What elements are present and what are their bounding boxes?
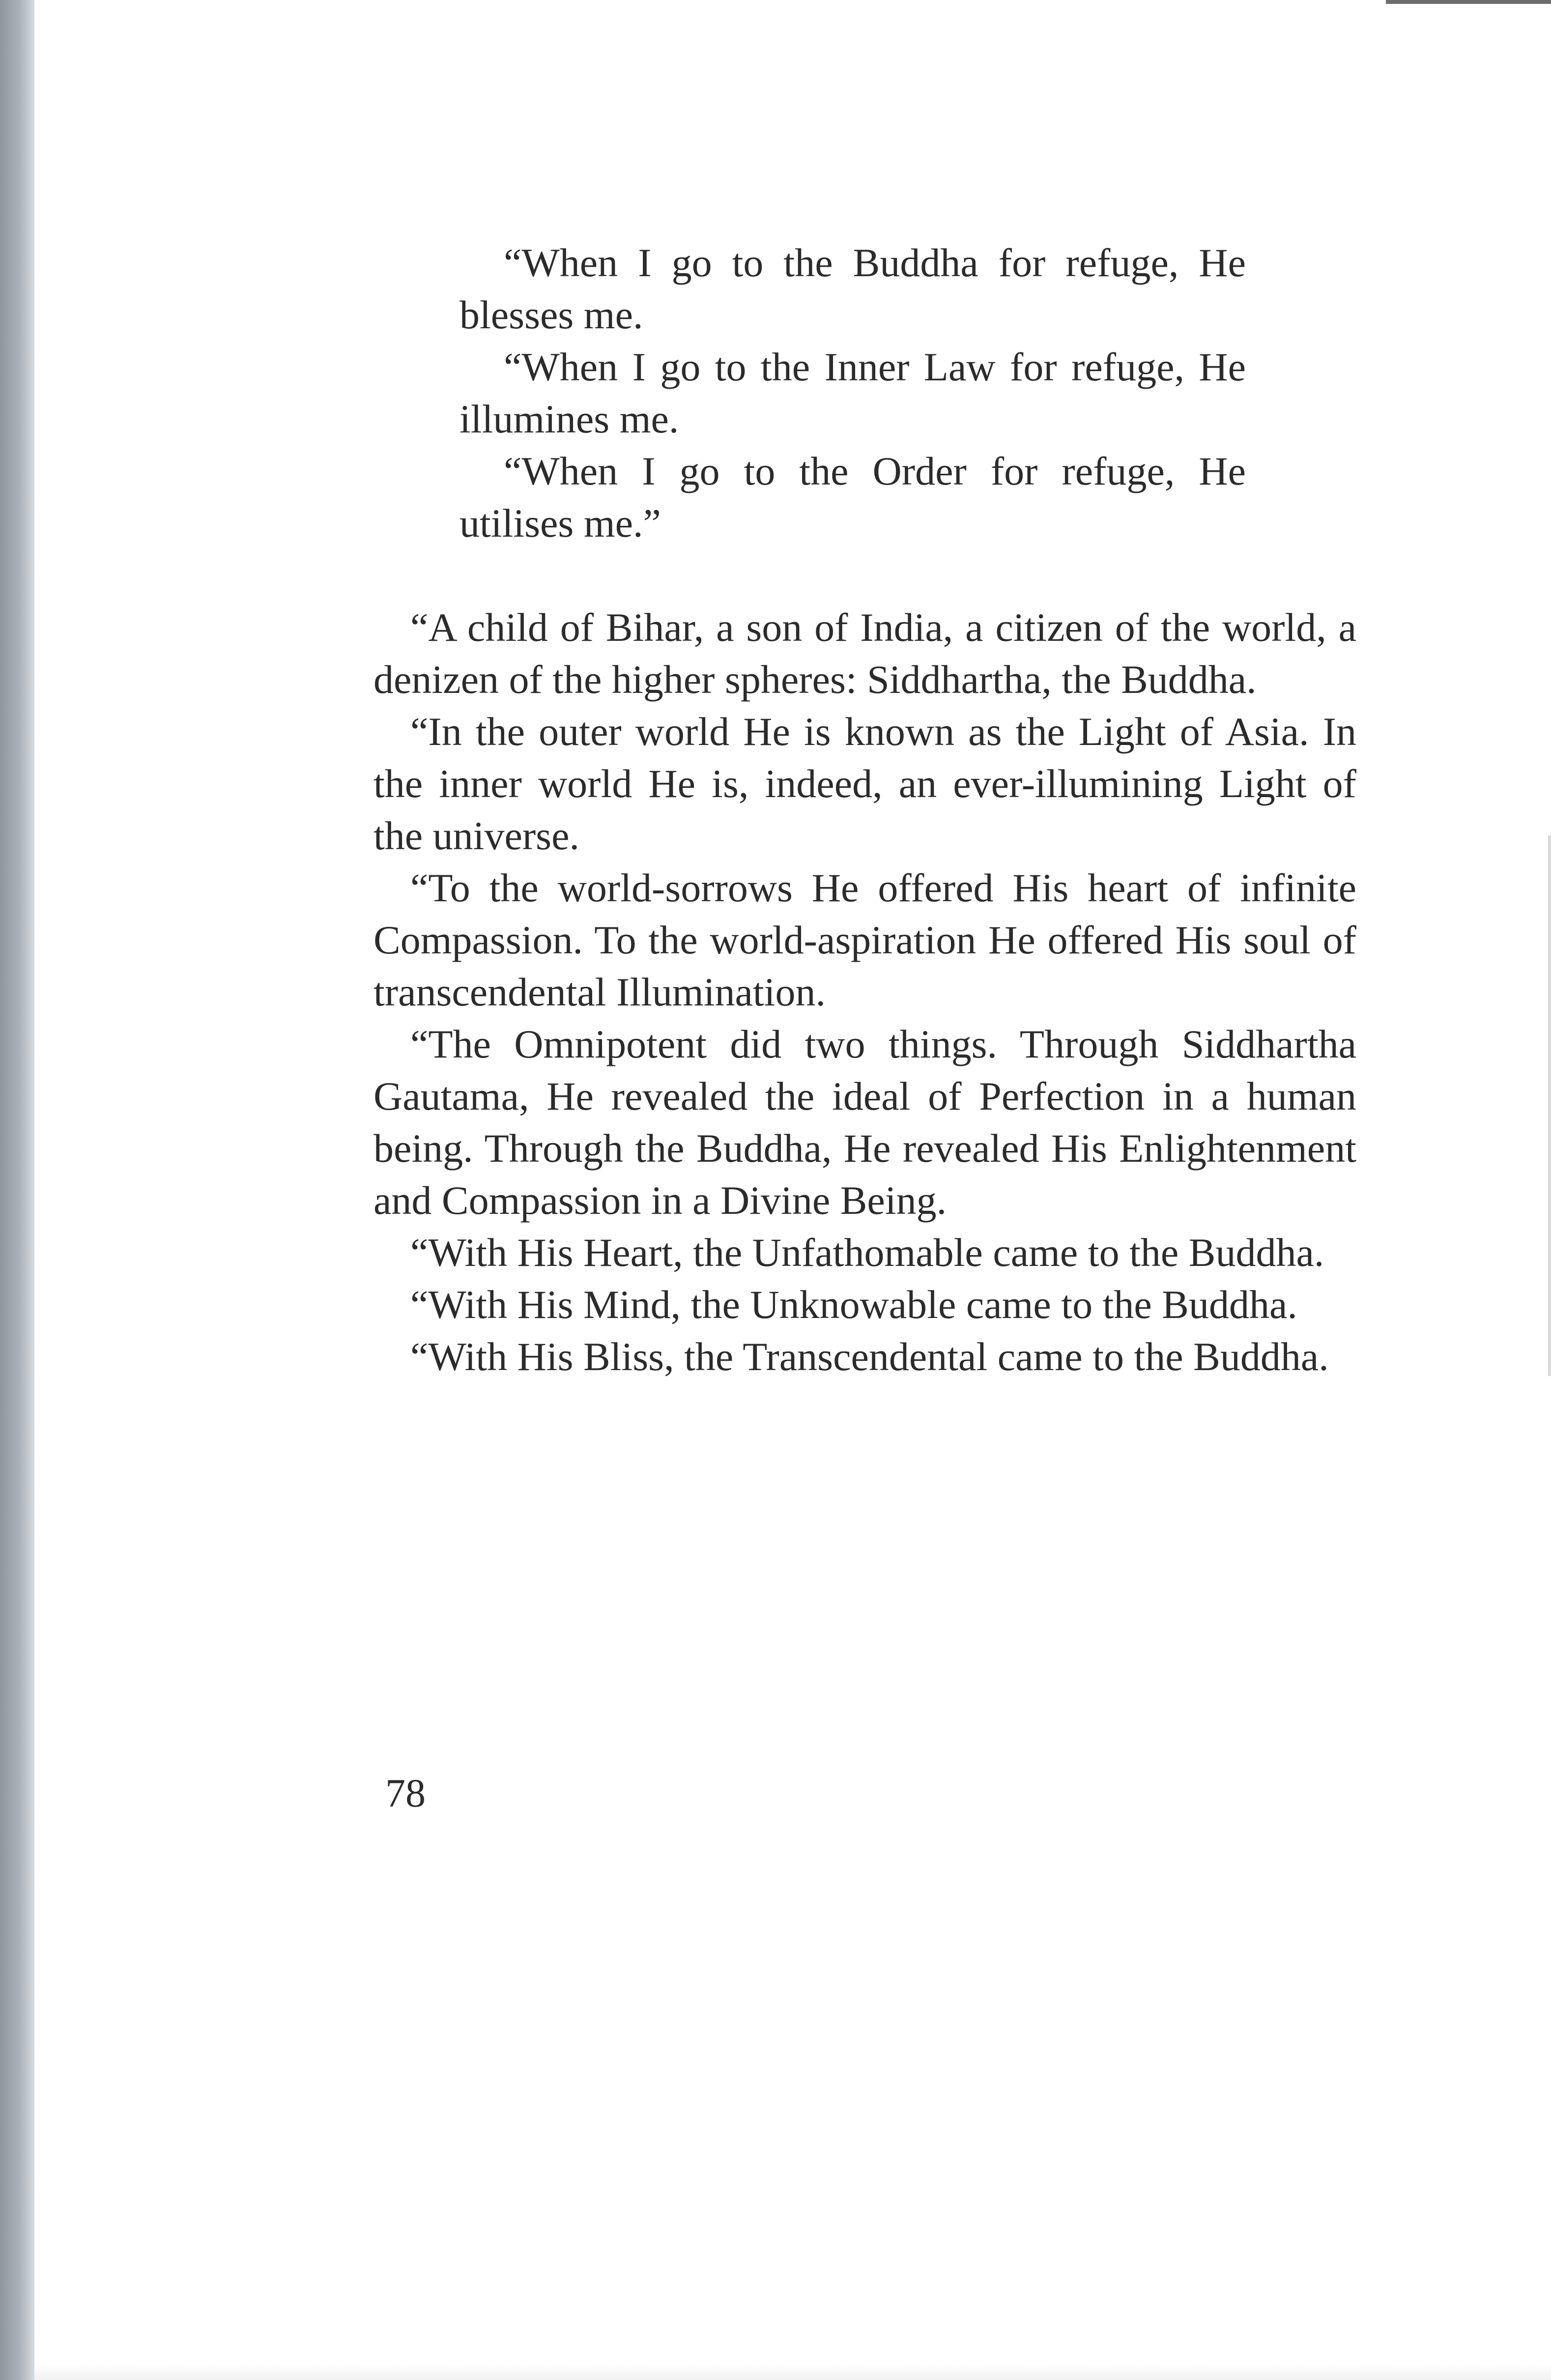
paragraph: “With His Mind, the Unknowable came to the Buddha.	[410, 1282, 1297, 1327]
paragraph: “In the outer world He is known as the Light of Asia. In the inner world He is, indeed, an ever-illumining Light of the universe.	[373, 709, 1356, 858]
paragraph: “A child of Bihar, a son of India, a citizen of the world, a denizen of the higher spheres: Siddhartha, the Buddha.	[373, 605, 1356, 702]
bottom-edge-shadow	[34, 2363, 1551, 2380]
paragraph: “The Omnipotent did two things. Through Siddhartha Gautama, He revealed the ideal of Perfection in a human being. Through the Buddha, He revealed His Enlightenment and Compassion in a Divine Being.	[373, 1022, 1356, 1223]
right-edge-shadow	[1548, 835, 1551, 1376]
section-gap	[373, 549, 1356, 602]
verse-line: “When I go to the Buddha for refuge, He blesses me.	[460, 240, 1246, 337]
verse-block	[460, 237, 1246, 549]
verse-line: “When I go to the Order for refuge, He utilises me.”	[460, 449, 1246, 545]
page-number: 78	[385, 1771, 426, 1815]
top-edge-shadow	[1386, 0, 1551, 4]
verse-line: “When I go to the Inner Law for refuge, He illumines me.	[460, 344, 1246, 441]
paragraph: “To the world-sorrows He offered His heart of infinite Compassion. To the world-aspiration He offered His soul of transcendental Illumination.	[373, 865, 1356, 1014]
book-spine-shadow	[0, 0, 34, 2380]
page-body	[373, 237, 1356, 1383]
prose-block	[373, 602, 1356, 1383]
paragraph: “With His Heart, the Unfathomable came to the Buddha.	[410, 1230, 1324, 1275]
paragraph: “With His Bliss, the Transcendental came to the Buddha.	[410, 1334, 1329, 1379]
